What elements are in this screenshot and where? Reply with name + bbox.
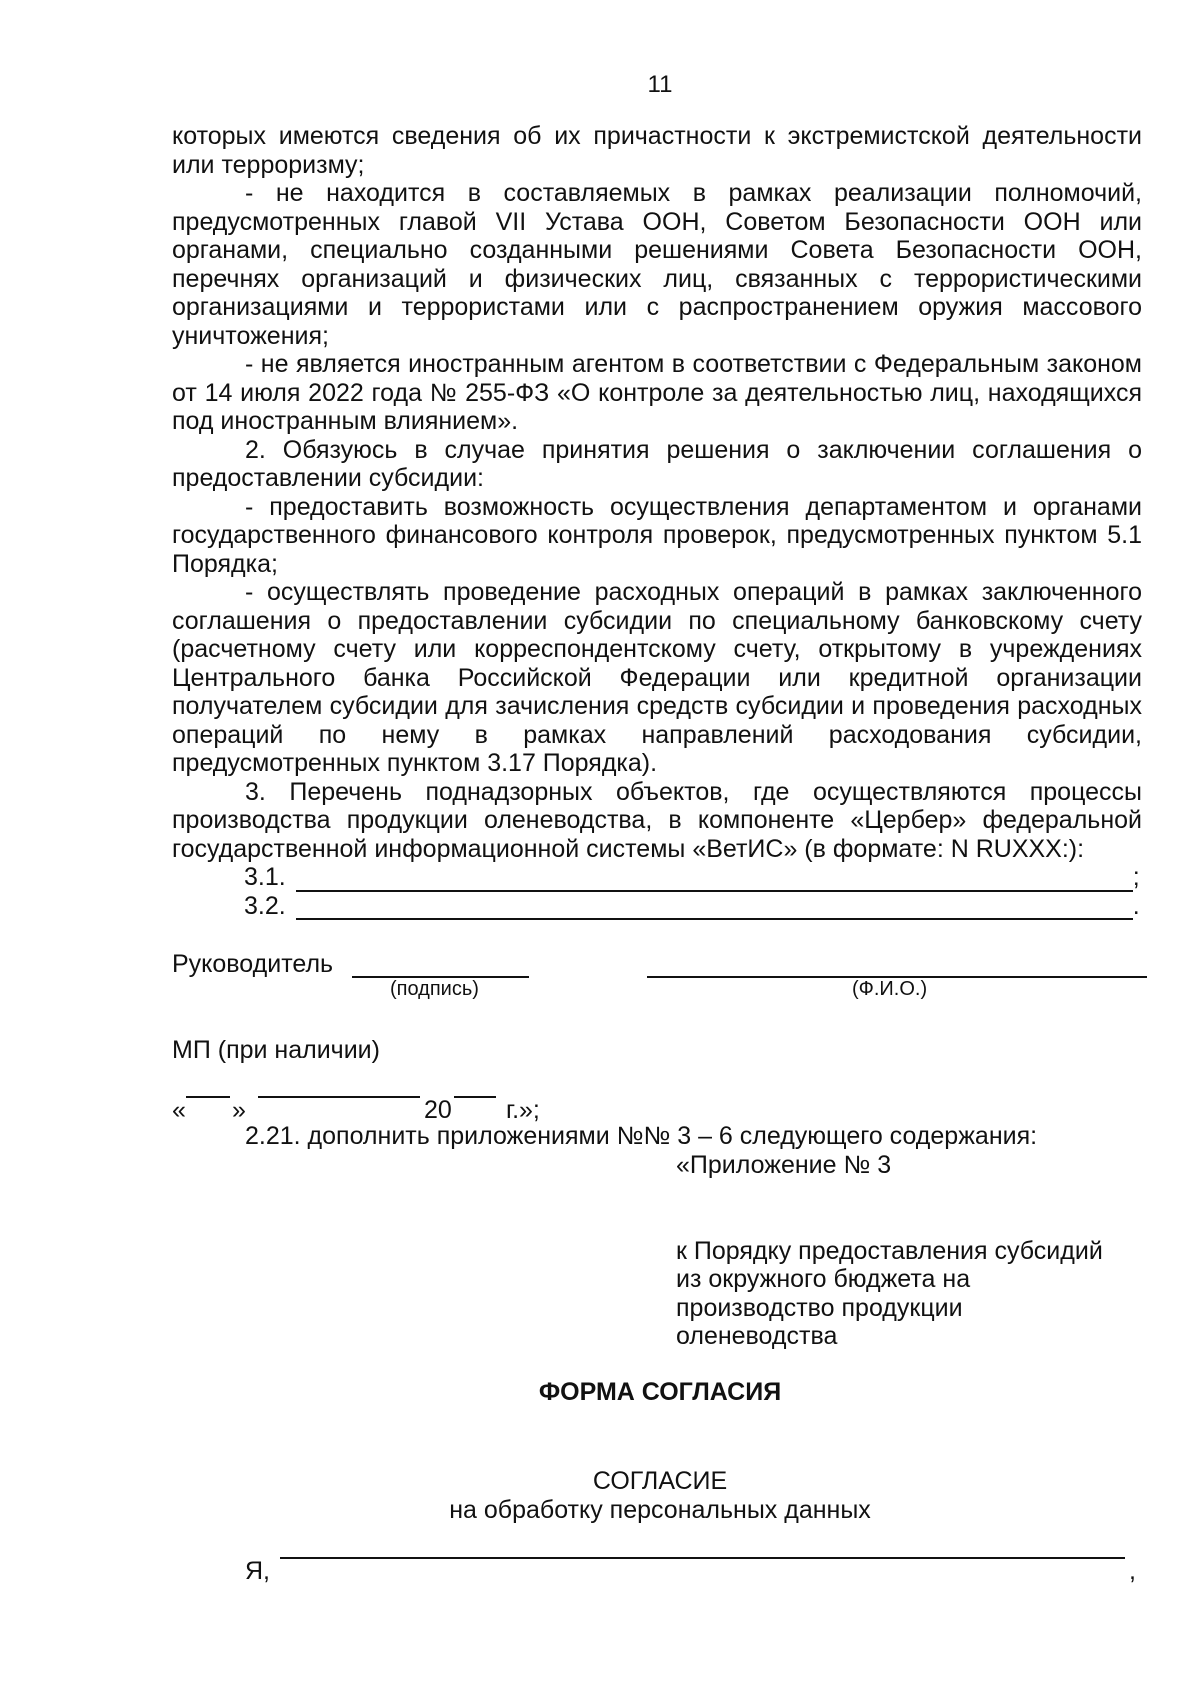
ya-end: , xyxy=(1129,1557,1136,1585)
appendix-line: оленеводства xyxy=(676,1322,838,1350)
blank-fill xyxy=(296,868,1133,892)
ya-label: Я, xyxy=(245,1557,270,1585)
document-body xyxy=(172,122,1142,920)
stamp-note: МП (при наличии) xyxy=(172,1036,380,1064)
signature-block xyxy=(172,950,1152,1000)
consent-heading xyxy=(0,1467,1200,1525)
form-title: ФОРМА СОГЛАСИЯ xyxy=(538,1378,782,1406)
blank-label: 3.2. xyxy=(244,891,286,920)
paragraph-inspections: - предоставить возможность осуществления департаментом и органами государственного финансового контроля проверок, предусмотренных пунктом 5.1 Порядка; xyxy=(172,492,1142,578)
paragraph-objects-list: 3. Перечень поднадзорных объектов, где осуществляются процессы производства продукции оленеводства, в компоненте «Цербер» федеральной государственной информационной системы «ВетИС» (в формате: N RUXXX:): xyxy=(172,777,1142,863)
blank-label: 3.1. xyxy=(244,863,286,891)
paragraph-extremism: которых имеются сведения об их причастности к экстремистской деятельности или терроризму; xyxy=(172,122,1142,179)
amendment-line: 2.21. дополнить приложениями №№ 3 – 6 следующего содержания: xyxy=(245,1122,1038,1150)
appendix-line: к Порядку предоставления субсидий xyxy=(676,1236,1103,1265)
blank-line-3-1 xyxy=(172,863,1142,892)
name-fill-line xyxy=(280,1557,1125,1559)
appendix-block xyxy=(676,1151,1146,1351)
date-day-line xyxy=(186,1096,230,1098)
appendix-line: из окружного бюджета на xyxy=(676,1265,971,1293)
signature-caption: (подпись) xyxy=(390,978,479,1000)
signature-label: Руководитель xyxy=(172,950,334,978)
date-suffix: г.»; xyxy=(506,1096,540,1124)
date-open-quote: « xyxy=(172,1096,186,1124)
page-number: 11 xyxy=(647,71,673,98)
name-fill-row xyxy=(245,1557,1145,1589)
consent-title: СОГЛАСИЕ xyxy=(592,1467,728,1495)
paragraph-obligation: 2. Обязуюсь в случае принятия решения о заключении соглашения о предоставлении субсидии: xyxy=(172,435,1142,492)
paragraph-foreign-agent: - не является иностранным агентом в соответствии с Федеральным законом от 14 июля 2022 года № 255-ФЗ «О контроле за деятельностью лиц, находящихся под иностранным влиянием». xyxy=(172,350,1142,435)
appendix-title: «Приложение № 3 xyxy=(676,1151,892,1179)
blank-fill xyxy=(296,896,1133,920)
paragraph-bank-account: - осуществлять проведение расходных операций в рамках заключенного соглашения о предоставлении субсидии по специальному банковскому счету (расчетному счету или корреспондентскому счету, открытому в учреждениях Центрального банка Российской Федерации или кредитной организации получателем субсидии для зачисления средств субсидии и проведения расходных операций по нему в рамках направлений расходования субсидии, предусмотренных пунктом 3.17 Порядка). xyxy=(172,578,1142,777)
date-year-prefix: 20 xyxy=(424,1096,452,1124)
date-year-line xyxy=(454,1096,496,1098)
blank-line-3-2 xyxy=(172,892,1142,921)
date-close-quote: » xyxy=(232,1096,246,1124)
consent-subtitle: на обработку персональных данных xyxy=(449,1496,871,1524)
name-caption: (Ф.И.О.) xyxy=(852,978,928,1000)
blank-end: . xyxy=(1132,891,1140,920)
paragraph-un-lists: - не находится в составляемых в рамках реализации полномочий, предусмотренных главой VII Устава ООН, Советом Безопасности ООН или органами, специально созданными решениями Совета Безопасности ООН, перечнях организаций и физических лиц, связанных с террористическими организациями и террористами или с распространением оружия массового уничтожения; xyxy=(172,179,1142,350)
appendix-line: производство продукции xyxy=(676,1293,963,1322)
date-month-line xyxy=(258,1096,420,1098)
blank-end: ; xyxy=(1132,863,1140,891)
